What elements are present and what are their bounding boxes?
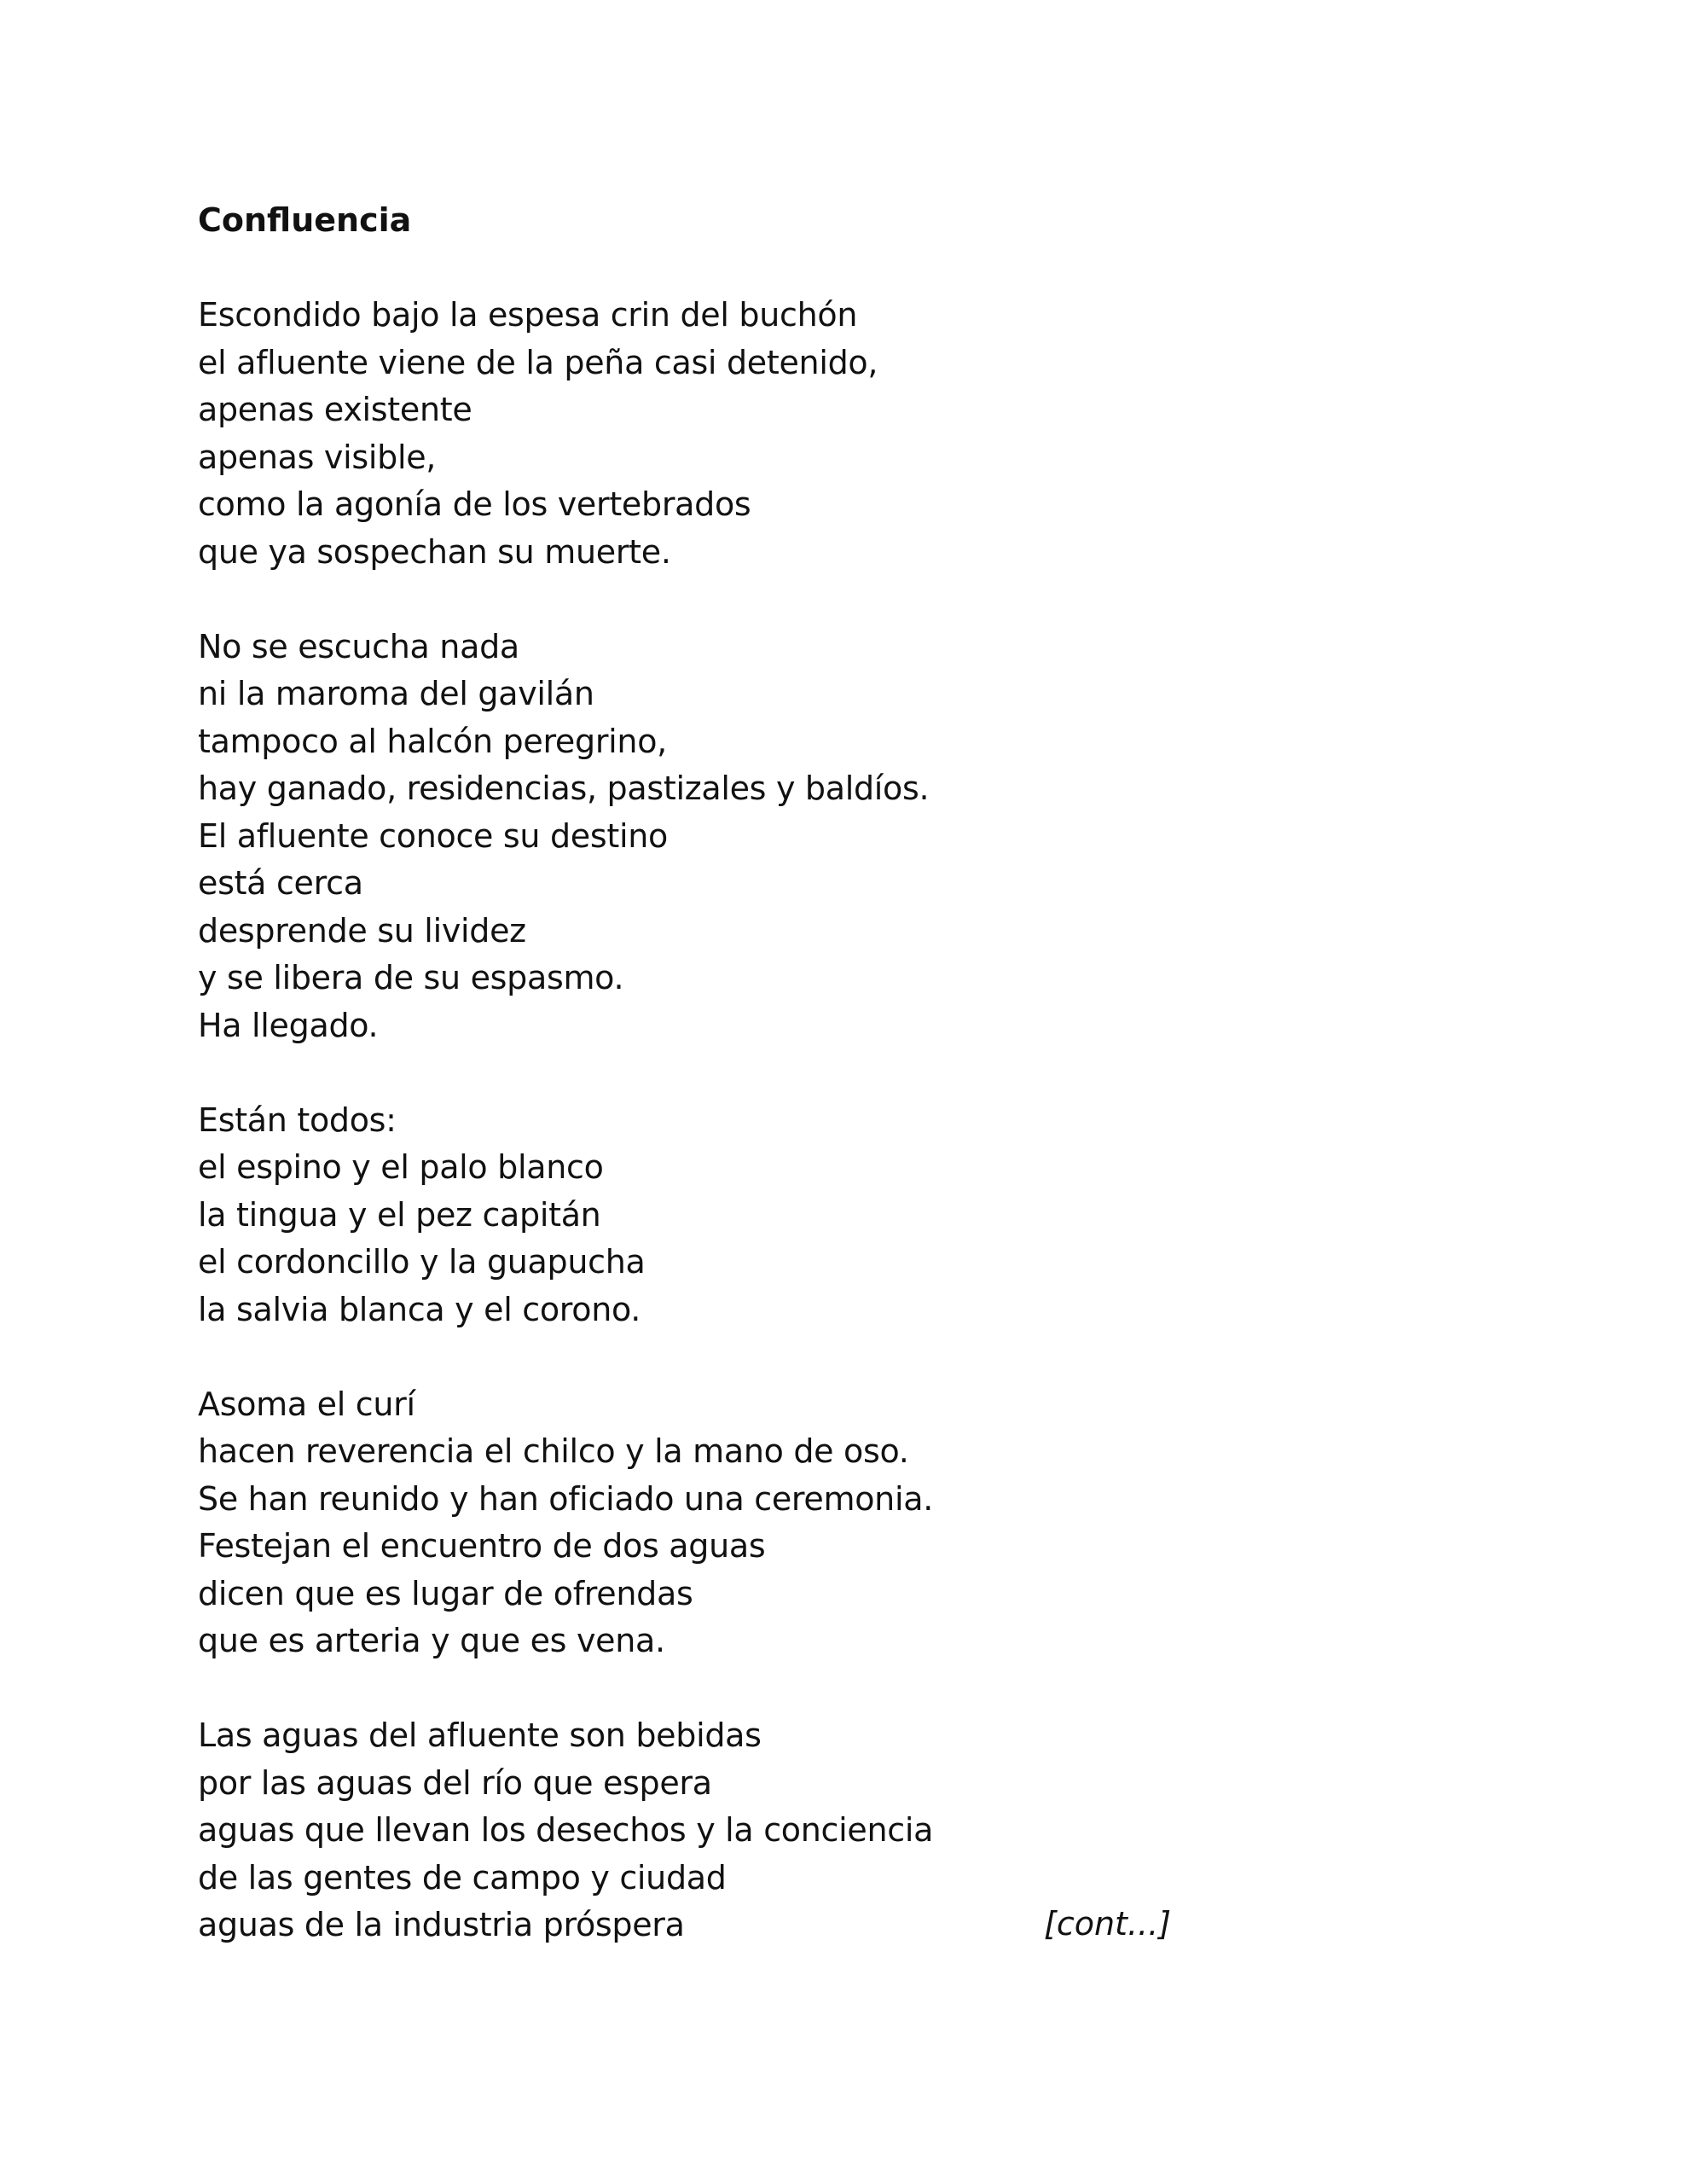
poem-line: No se escucha nada [198, 627, 519, 665]
poem-line: Festejan el encuentro de dos aguas [198, 1527, 766, 1565]
poem-line: tampoco al halcón peregrino, [198, 722, 667, 760]
poem-line: está cerca [198, 864, 363, 902]
poem-line: El afluente conoce su destino [198, 816, 668, 855]
poem-line: el cordoncillo y la guapucha [198, 1243, 646, 1281]
poem-line: aguas que llevan los desechos y la conciencia [198, 1811, 934, 1849]
stanza [198, 292, 1221, 576]
poem-line: hay ganado, residencias, pastizales y baldíos. [198, 770, 930, 807]
poem-line: apenas existente [198, 391, 472, 428]
poem-line: dicen que es lugar de ofrendas [198, 1574, 693, 1612]
poem-line: la salvia blanca y el corono. [198, 1290, 641, 1328]
continuation-note: [cont...] [1044, 1905, 1172, 1943]
poem-line: Asoma el curí [198, 1385, 415, 1423]
poem-line: ni la maroma del gavilán [198, 675, 594, 712]
poem-body [198, 292, 1221, 1996]
poem-line: Se han reunido y han oficiado una ceremonia. [198, 1479, 933, 1518]
poem-line: aguas de la industria próspera [198, 1906, 685, 1943]
poem-line: Escondido bajo la espesa crin del buchón [198, 296, 858, 334]
poem-line: Ha llegado. [198, 1006, 379, 1044]
poem-line: por las aguas del río que espera [198, 1763, 712, 1802]
poem-line: como la agonía de los vertebrados [198, 485, 751, 523]
poem-line: que es arteria y que es vena. [198, 1622, 665, 1659]
poem-line: la tingua y el pez capitán [198, 1195, 601, 1234]
poem-line: desprende su lividez [198, 911, 526, 950]
poem-line: hacen reverencia el chilco y la mano de oso. [198, 1432, 909, 1470]
poem-line: apenas visible, [198, 438, 437, 476]
poem-line: Las aguas del afluente son bebidas [198, 1716, 762, 1754]
poem-line: el espino y el palo blanco [198, 1148, 604, 1186]
stanza [198, 1097, 1221, 1334]
poem-line: y se libera de su espasmo. [198, 959, 624, 996]
stanza [198, 1381, 1221, 1665]
poem-line: el afluente viene de la peña casi detenido, [198, 343, 878, 381]
stanza [198, 624, 1221, 1050]
poem-line: Están todos: [198, 1101, 397, 1139]
poem-title: Confluencia [198, 201, 412, 239]
poem-line: de las gentes de campo y ciudad [198, 1858, 727, 1896]
poem-line: que ya sospechan su muerte. [198, 532, 671, 571]
